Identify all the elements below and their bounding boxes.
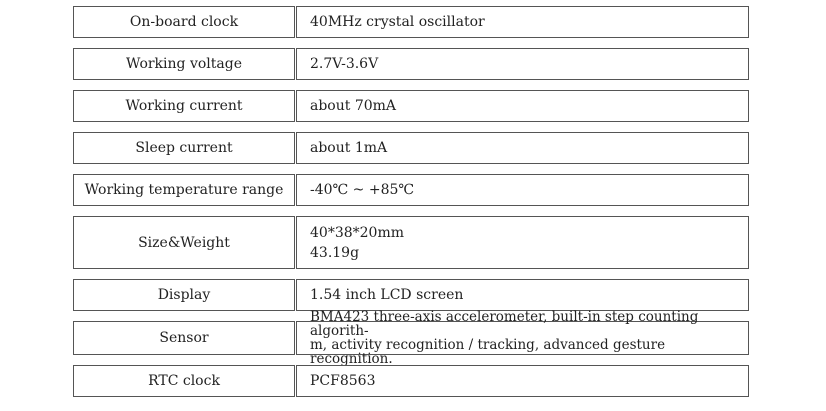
- spec-row-size-weight: [73, 216, 749, 269]
- spec-row-temperature-range: [73, 174, 749, 206]
- spec-value-line: BMA423 three-axis accelerometer, built-in step counting algorith-: [310, 309, 699, 339]
- spec-value: [296, 216, 749, 269]
- spec-row-display: [73, 279, 749, 311]
- spec-value-line: m, activity recognition / tracking, advanced gesture recognition.: [310, 337, 666, 367]
- spec-row-onboard-clock: [73, 6, 749, 38]
- spec-row-working-voltage: [73, 48, 749, 80]
- spec-label: Working temperature range: [73, 174, 295, 206]
- spec-value: about 70mA: [296, 90, 749, 122]
- spec-row-working-current: [73, 90, 749, 122]
- spec-value: 2.7V-3.6V: [296, 48, 749, 80]
- spec-table: [73, 6, 749, 407]
- spec-label: Sleep current: [73, 132, 295, 164]
- spec-label: Working voltage: [73, 48, 295, 80]
- spec-value: 1.54 inch LCD screen: [296, 279, 749, 311]
- spec-value: about 1mA: [296, 132, 749, 164]
- spec-label: Sensor: [73, 321, 295, 355]
- spec-label: RTC clock: [73, 365, 295, 397]
- spec-value: 40MHz crystal oscillator: [296, 6, 749, 38]
- spec-value-line: 40*38*20mm: [310, 224, 404, 241]
- spec-label: Working current: [73, 90, 295, 122]
- spec-row-rtc-clock: [73, 365, 749, 397]
- spec-value: -40℃ ~ +85℃: [296, 174, 749, 206]
- spec-label: Display: [73, 279, 295, 311]
- spec-value-line: 43.19g: [310, 244, 360, 261]
- spec-row-sleep-current: [73, 132, 749, 164]
- spec-row-sensor: [73, 309, 749, 367]
- spec-value: [296, 309, 749, 367]
- spec-label: On-board clock: [73, 6, 295, 38]
- spec-value: PCF8563: [296, 365, 749, 397]
- spec-label: Size&Weight: [73, 216, 295, 269]
